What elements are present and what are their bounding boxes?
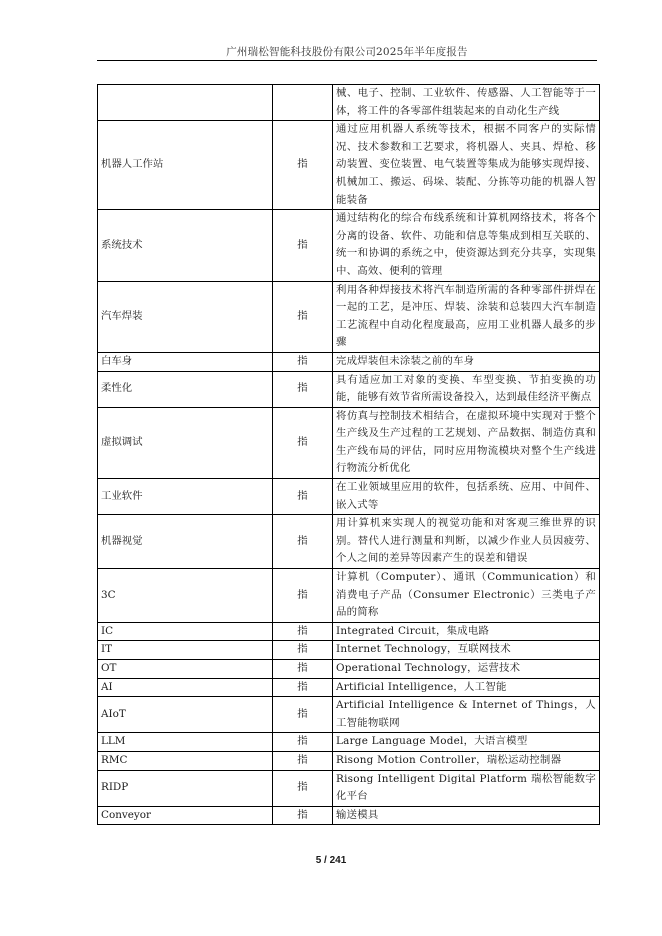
term-cell: AIoT [98, 697, 273, 733]
definition-cell: 用计算机来实现人的视觉功能和对客观三维世界的识别。替代人进行测量和判断，以减少作业人员因疲劳、个人之间的差异等因素产生的误差和错误 [333, 515, 600, 569]
term-cell: IC [98, 622, 273, 641]
table-row [98, 281, 600, 352]
marker-cell: 指 [273, 806, 333, 825]
definition-cell: Risong Motion Controller，瑞松运动控制器 [333, 751, 600, 770]
term-cell: Conveyor [98, 806, 273, 825]
term-cell: RIDP [98, 770, 273, 806]
term-cell [98, 85, 273, 121]
table-row [98, 806, 600, 825]
table-row [98, 371, 600, 407]
marker-cell: 指 [273, 407, 333, 478]
table-row [98, 121, 600, 210]
definition-cell: 完成焊装但未涂装之前的车身 [333, 352, 600, 371]
definition-cell: 通过结构化的综合布线系统和计算机网络技术，将各个分离的设备、软件、功能和信息等集成到相互关联的、统一和协调的系统之中，使资源达到充分共享，实现集中、高效、便利的管理 [333, 210, 600, 281]
marker-cell: 指 [273, 569, 333, 623]
marker-cell: 指 [273, 622, 333, 641]
definition-cell: Artificial Intelligence & Internet of Things，人工智能物联网 [333, 697, 600, 733]
definition-cell: Integrated Circuit，集成电路 [333, 622, 600, 641]
definition-cell: Internet Technology，互联网技术 [333, 641, 600, 660]
marker-cell: 指 [273, 733, 333, 752]
table-row [98, 660, 600, 679]
page-number: 5 / 241 [315, 855, 347, 866]
table-row [98, 479, 600, 515]
table-row [98, 85, 600, 121]
definition-cell: 具有适应加工对象的变换、车型变换、节拍变换的功能，能够有效节省所需设备投入，达到最佳经济平衡点 [333, 371, 600, 407]
term-cell: 柔性化 [98, 371, 273, 407]
definition-cell: Artificial Intelligence，人工智能 [333, 678, 600, 697]
definition-cell: 利用各种焊接技术将汽车制造所需的各种零部件拼焊在一起的工艺，是冲压、焊装、涂装和总装四大汽车制造工艺流程中自动化程度最高，应用工业机器人最多的步骤 [333, 281, 600, 352]
marker-cell: 指 [273, 352, 333, 371]
definitions-table [97, 84, 600, 825]
term-cell: 白车身 [98, 352, 273, 371]
definition-cell: Large Language Model，大语言模型 [333, 733, 600, 752]
term-cell: AI [98, 678, 273, 697]
definition-cell: 输送模具 [333, 806, 600, 825]
table-row [98, 697, 600, 733]
marker-cell: 指 [273, 770, 333, 806]
report-header: 广州瑞松智能科技股份有限公司2025年半年度报告 [226, 46, 468, 58]
marker-cell [273, 85, 333, 121]
definition-cell: Risong Intelligent Digital Platform 瑞松智能数字化平台 [333, 770, 600, 806]
term-cell: 系统技术 [98, 210, 273, 281]
table-row [98, 352, 600, 371]
marker-cell: 指 [273, 660, 333, 679]
table-row [98, 733, 600, 752]
term-cell: 汽车焊装 [98, 281, 273, 352]
marker-cell: 指 [273, 210, 333, 281]
table-row [98, 751, 600, 770]
term-cell: OT [98, 660, 273, 679]
term-cell: LLM [98, 733, 273, 752]
marker-cell: 指 [273, 371, 333, 407]
marker-cell: 指 [273, 515, 333, 569]
table-row [98, 569, 600, 623]
term-cell: IT [98, 641, 273, 660]
marker-cell: 指 [273, 479, 333, 515]
marker-cell: 指 [273, 121, 333, 210]
definition-cell: 计算机（Computer）、通讯（Communication）和消费电子产品（Consumer Electronic）三类电子产品的简称 [333, 569, 600, 623]
marker-cell: 指 [273, 678, 333, 697]
marker-cell: 指 [273, 281, 333, 352]
header-rule [97, 60, 597, 61]
table-row [98, 770, 600, 806]
definition-cell: Operational Technology，运营技术 [333, 660, 600, 679]
table-row [98, 622, 600, 641]
definition-cell: 通过应用机器人系统等技术，根据不同客户的实际情况、技术参数和工艺要求，将机器人、夹具、焊枪、移动装置、变位装置、电气装置等集成为能够实现焊接、机械加工、搬运、码垛、装配、分拣等功能的机器人智能装备 [333, 121, 600, 210]
term-cell: 虚拟调试 [98, 407, 273, 478]
table-row [98, 641, 600, 660]
definition-cell: 在工业领域里应用的软件，包括系统、应用、中间件、嵌入式等 [333, 479, 600, 515]
term-cell: 机器人工作站 [98, 121, 273, 210]
marker-cell: 指 [273, 697, 333, 733]
table-row [98, 407, 600, 478]
table-row [98, 678, 600, 697]
term-cell: RMC [98, 751, 273, 770]
marker-cell: 指 [273, 751, 333, 770]
definition-cell: 将仿真与控制技术相结合，在虚拟环境中实现对于整个生产线及生产过程的工艺规划、产品数据、制造仿真和生产线布局的评估，同时应用物流模块对整个生产线进行物流分析优化 [333, 407, 600, 478]
table-row [98, 210, 600, 281]
term-cell: 3C [98, 569, 273, 623]
definition-cell: 械、电子、控制、工业软件、传感器、人工智能等于一体，将工件的各零部件组装起来的自动化生产线 [333, 85, 600, 121]
table-row [98, 515, 600, 569]
marker-cell: 指 [273, 641, 333, 660]
term-cell: 机器视觉 [98, 515, 273, 569]
term-cell: 工业软件 [98, 479, 273, 515]
